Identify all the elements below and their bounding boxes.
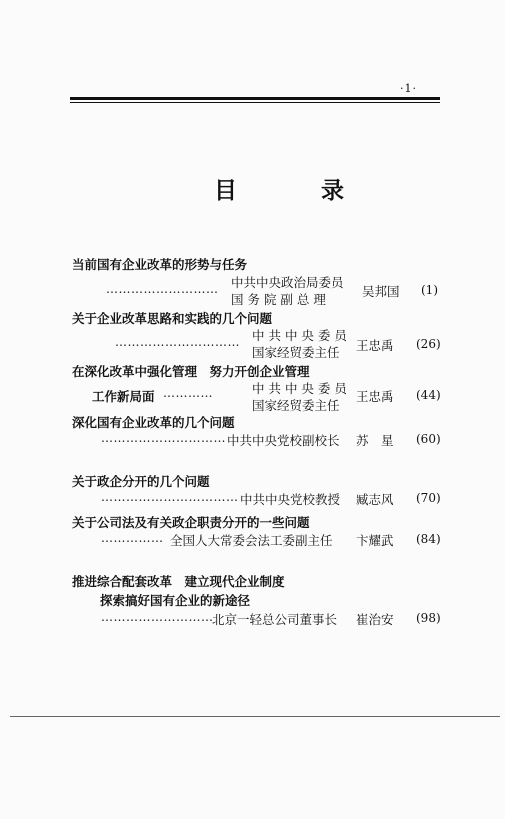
author-name: 王忠禹	[356, 389, 394, 404]
leader-dots: …………………………	[101, 431, 226, 445]
author-name: 崔治安	[356, 612, 394, 627]
entry-title: 关于政企分开的几个问题	[72, 474, 210, 489]
page-ref: (26)	[416, 337, 441, 351]
entry-title: 当前国有企业改革的形势与任务	[72, 257, 248, 272]
page-ref: (84)	[416, 532, 441, 546]
page-ref: (98)	[416, 611, 441, 625]
leader-dots: ……………………………	[101, 490, 239, 504]
author-name: 卞耀武	[356, 533, 394, 548]
entry-title: 关于企业改革思路和实践的几个问题	[72, 311, 273, 326]
author-name: 王忠禹	[356, 338, 394, 353]
page-ref: (1)	[421, 283, 438, 297]
page-title: 目 录	[214, 177, 383, 204]
author-name: 臧志风	[356, 492, 394, 507]
page-ref: (70)	[416, 491, 441, 505]
author-position: 中 共 中 央 委 员	[252, 381, 347, 396]
page-ref: (60)	[416, 432, 441, 446]
author-position: 国家经贸委主任	[252, 345, 340, 360]
author-position: 中共中央政治局委员	[231, 275, 344, 290]
leader-dots: ……………	[101, 531, 164, 545]
author-position: 中共中央党校教授	[240, 492, 341, 507]
entry-title-continued: 探索搞好国有企业的新途径	[100, 593, 251, 608]
entry-title: 在深化改革中强化管理 努力开创企业管理	[72, 364, 310, 379]
author-position: 中 共 中 央 委 员	[252, 328, 347, 343]
entry-title-continued: 工作新局面	[92, 389, 155, 404]
header-rule-thin	[70, 102, 440, 103]
entry-title: 关于公司法及有关政企职责分开的一些问题	[72, 515, 310, 530]
author-position: 全国人大常委会法工委副主任	[170, 533, 333, 548]
leader-dots: …………	[163, 386, 213, 400]
leader-dots: ………………………	[101, 610, 214, 624]
header-rule-thick	[70, 97, 440, 100]
author-position: 国 务 院 副 总 理	[231, 292, 326, 307]
page-ref: (44)	[416, 388, 441, 402]
entry-title: 推进综合配套改革 建立现代企业制度	[72, 574, 285, 589]
leader-dots: ………………………	[106, 282, 219, 296]
author-position: 国家经贸委主任	[252, 398, 340, 413]
entry-title: 深化国有企业改革的几个问题	[72, 415, 235, 430]
author-position: 北京一轻总公司董事长	[212, 612, 338, 627]
page-number: ·1·	[400, 82, 417, 95]
bottom-scan-line	[10, 716, 500, 717]
leader-dots: …………………………	[115, 335, 240, 349]
author-name: 吴邦国	[362, 284, 400, 299]
author-position: 中共中央党校副校长	[227, 433, 340, 448]
author-name: 苏 星	[356, 433, 394, 448]
